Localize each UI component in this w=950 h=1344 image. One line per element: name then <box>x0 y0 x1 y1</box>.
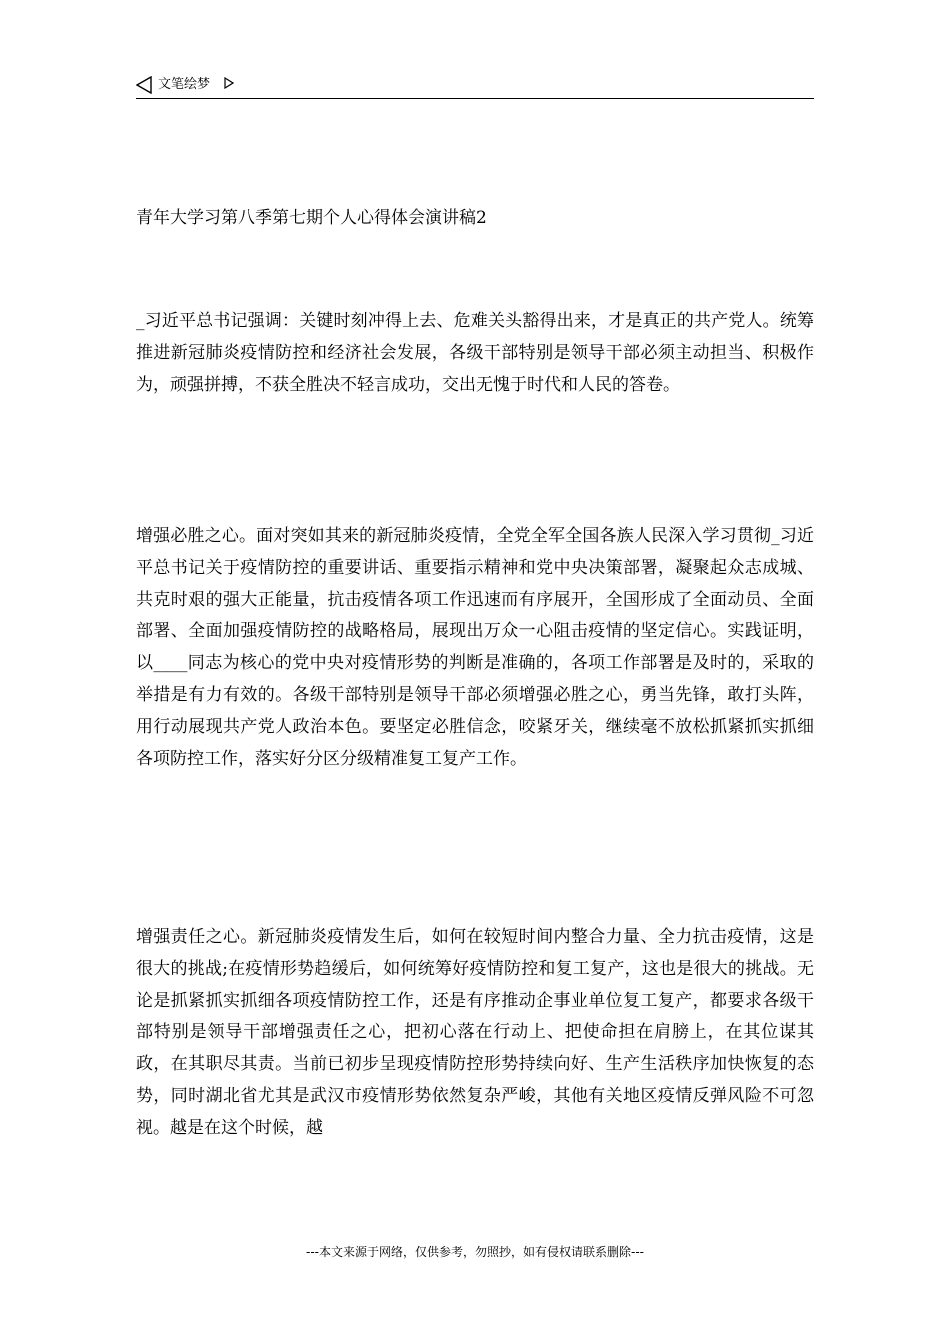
page-header <box>136 74 814 98</box>
footer-disclaimer: ---本文来源于网络，仅供参考，勿照抄，如有侵权请联系删除--- <box>306 1245 644 1259</box>
brand-name: 文笔绘梦 <box>158 77 211 92</box>
back-triangle-icon <box>136 76 152 94</box>
paragraph-responsibility: 增强责任之心。新冠肺炎疫情发生后，如何在较短时间内整合力量、全力抗击疫情，这是很大的挑战;在疫情形势趋缓后，如何统筹好疫情防控和复工复产，这也是很大的挑战。无论是抓紧抓实抓细各项疫情防控工作，还是有序推动企事业单位复工复产，都要求各级干部特别是领导干部增强责任之心，把初心落在行动上、把使命担在肩膀上，在其位谋其政，在其职尽其责。当前已初步呈现疫情防控形势持续向好、生产生活秩序加快恢复的态势，同时湖北省尤其是武汉市疫情形势依然复杂严峻，其他有关地区疫情反弹风险不可忽视。越是在这个时候，越 <box>136 927 814 1138</box>
header-divider <box>136 98 814 99</box>
document-title: 青年大学习第八季第七期个人心得体会演讲稿2 <box>136 208 487 228</box>
paragraph-confidence: 增强必胜之心。面对突如其来的新冠肺炎疫情，全党全军全国各族人民深入学习贯彻_习近平总书记关于疫情防控的重要讲话、重要指示精神和党中央决策部署，凝聚起众志成城、共克时艰的强大正能量，抗击疫情各项工作迅速而有序展开，全国形成了全面动员、全面部署、全面加强疫情防控的战略格局，展现出万众一心阻击疫情的坚定信心。实践证明，以____同志为核心的党中央对疫情形势的判断是准确的，各项工作部署是及时的，采取的举措是有力有效的。各级干部特别是领导干部必须增强必胜之心，勇当先锋，敢打头阵，用行动展现共产党人政治本色。要坚定必胜信念，咬紧牙关，继续毫不放松抓紧抓实抓细各项防控工作，落实好分区分级精准复工复产工作。 <box>136 526 814 769</box>
forward-triangle-icon <box>224 77 234 89</box>
paragraph-intro: _习近平总书记强调：关键时刻冲得上去、危难关头豁得出来，才是真正的共产党人。统筹推进新冠肺炎疫情防控和经济社会发展，各级干部特别是领导干部必须主动担当、积极作为，顽强拼搏，不获全胜决不轻言成功，交出无愧于时代和人民的答卷。 <box>136 311 814 395</box>
